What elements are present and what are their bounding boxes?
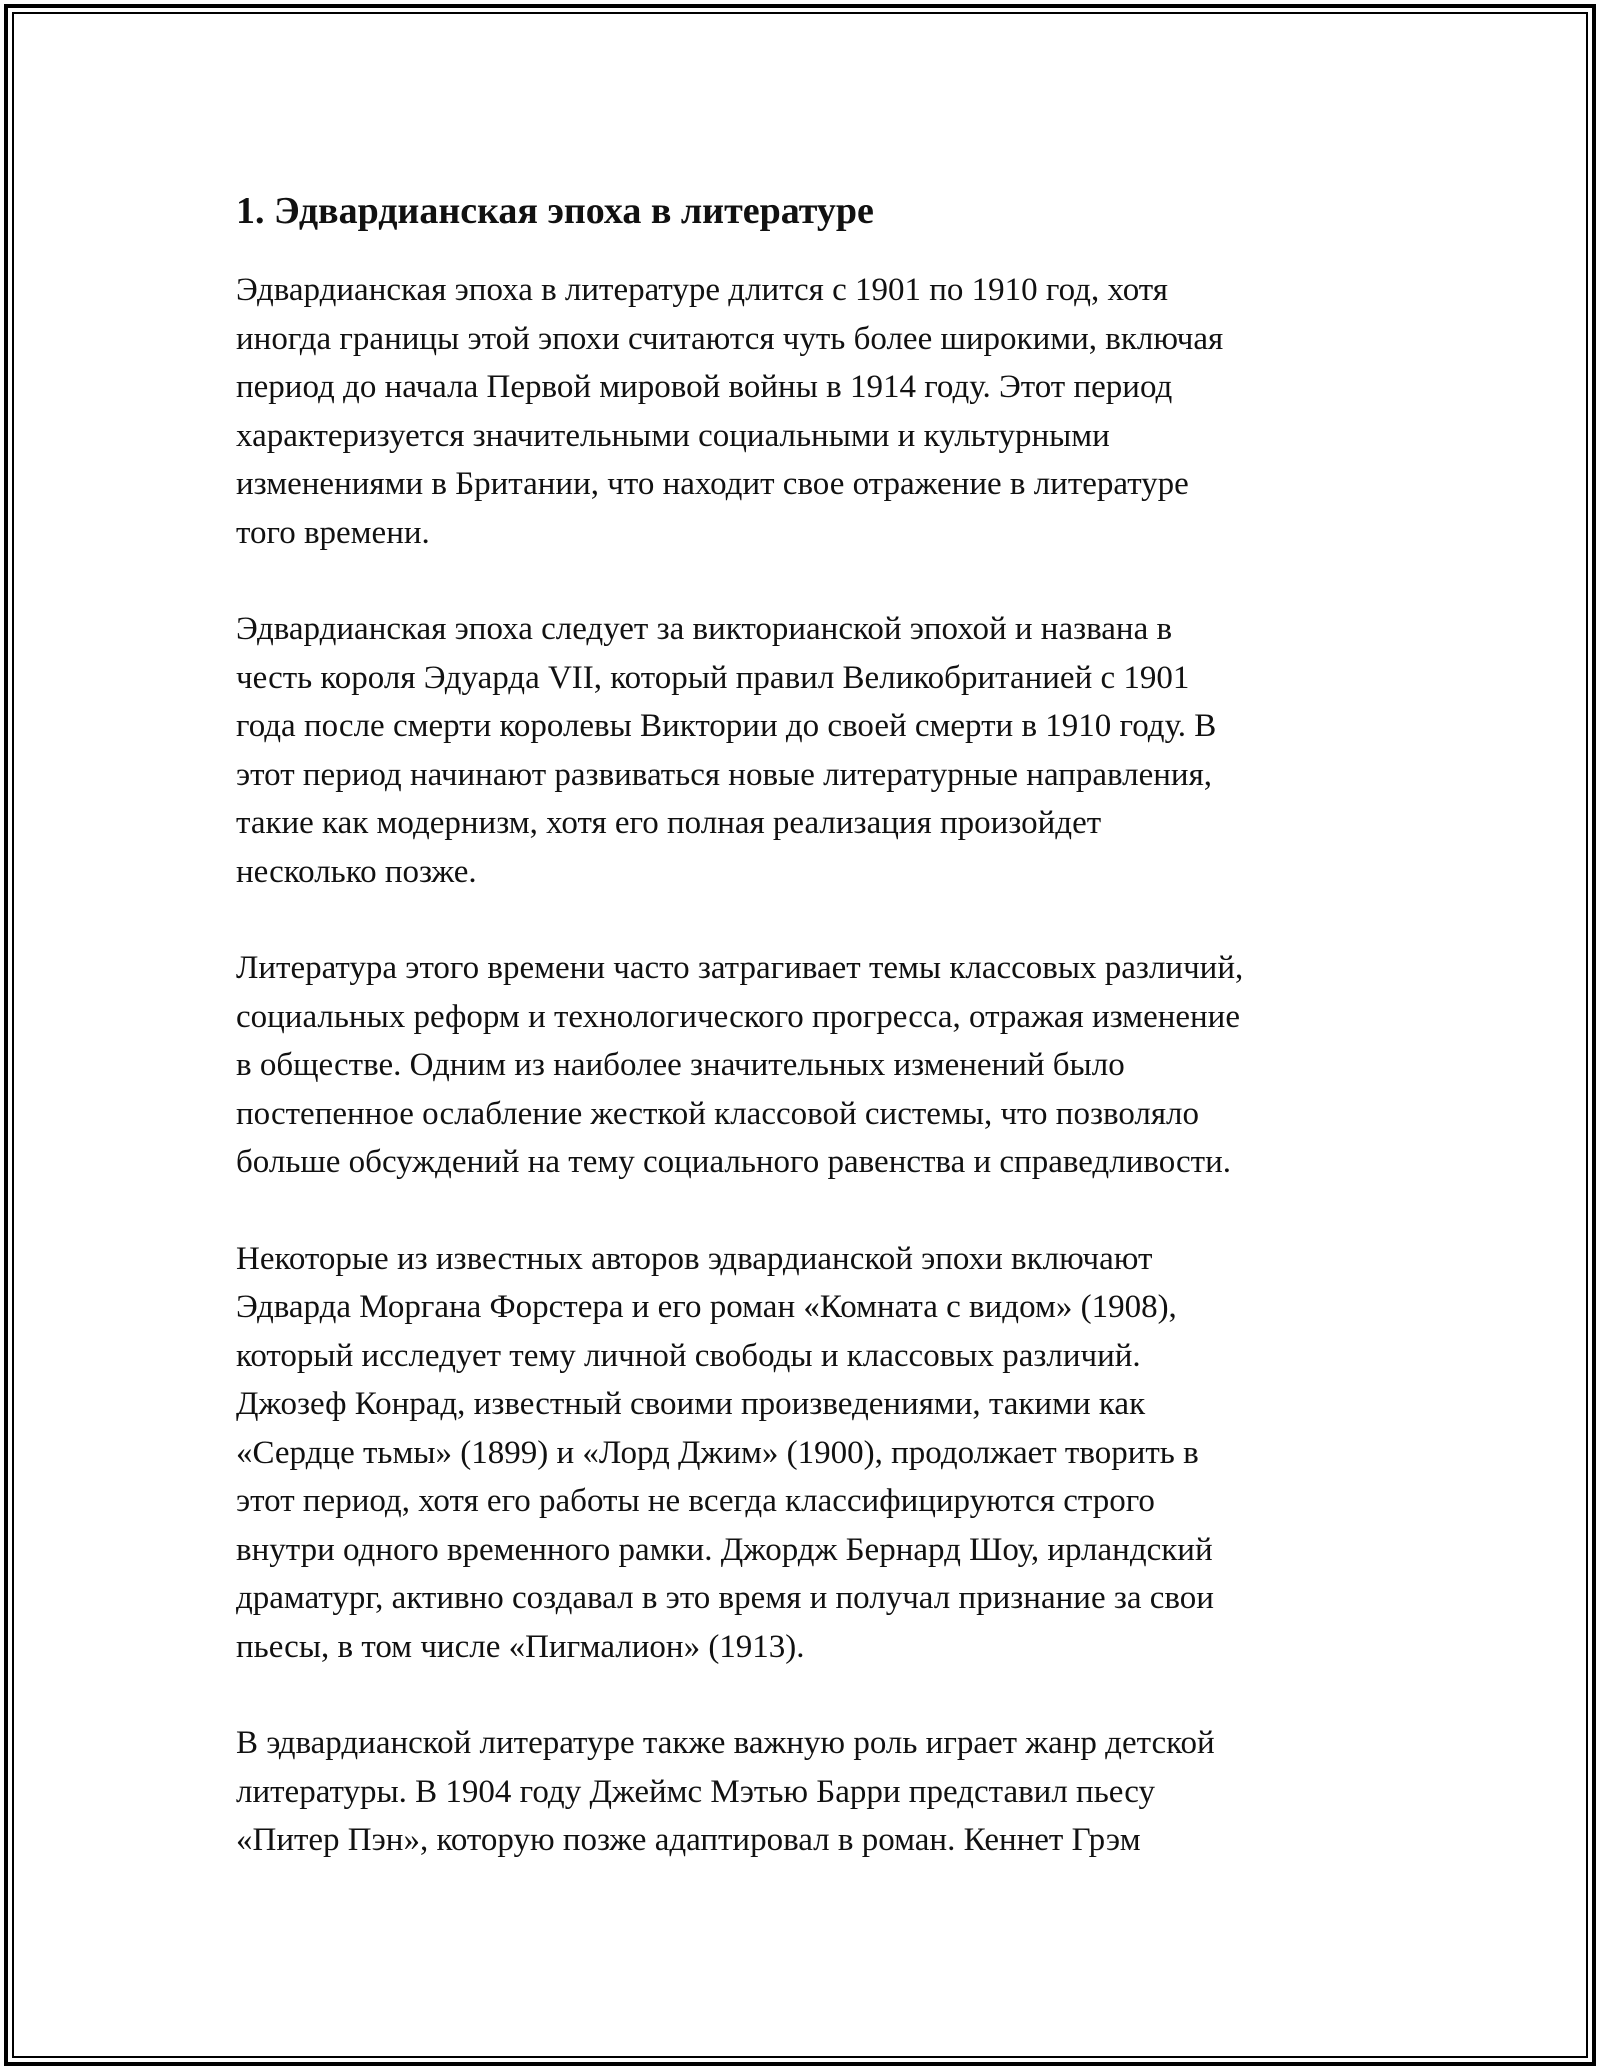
paragraph-3: Литература этого времени часто затрагивает темы классовых различий, социальных реформ и технологического прогресса, отражая изменение в обществе. Одним из наиболее значительных изменений было постепенное ослабление жесткой классовой системы, что позволяло больше обсуждений на тему социального равенства и справедливости. [236,950,1244,1180]
document-body [236,186,1386,1913]
paragraph-4: Некоторые из известных авторов эдвардианской эпохи включают Эдварда Моргана Форстера и его роман «Комната с видом» (1908), который исследует тему личной свободы и классовых различий. Джозеф Конрад, известный своими произведениями, такими как «Сердце тьмы» (1899) и «Лорд Джим» (1900), продолжает творить в этот период, хотя его работы не всегда классифицируются строго внутри одного временного рамки. Джордж Бернард Шоу, ирландский драматург, активно создавал в это время и получал признание за свои пьесы, в том числе «Пигмалион» (1913). [236,1240,1214,1665]
paragraph-5: В эдвардианской литературе также важную роль играет жанр детской литературы. В 1904 году Джеймс Мэтью Барри представил пьесу «Питер Пэн», которую позже адаптировал в роман. Кеннет Грэм [236,1725,1215,1858]
section-heading: 1. Эдвардианская эпоха в литературе [236,190,874,232]
paragraph-1: Эдвардианская эпоха в литературе длится с 1901 по 1910 год, хотя иногда границы этой эпохи считаются чуть более широкими, включая период до начала Первой мировой войны в 1914 году. Этот период характеризуется значительными социальными и культурными изменениями в Британии, что находит свое отражение в литературе того времени. [236,272,1224,551]
paragraph-2: Эдвардианская эпоха следует за викторианской эпохой и названа в честь короля Эдуарда VII, который правил Великобританией с 1901 года после смерти королевы Виктории до своей смерти в 1910 году. В этот период начинают развиваться новые литературные направления, такие как модернизм, хотя его полная реализация произойдет несколько позже. [236,611,1217,890]
